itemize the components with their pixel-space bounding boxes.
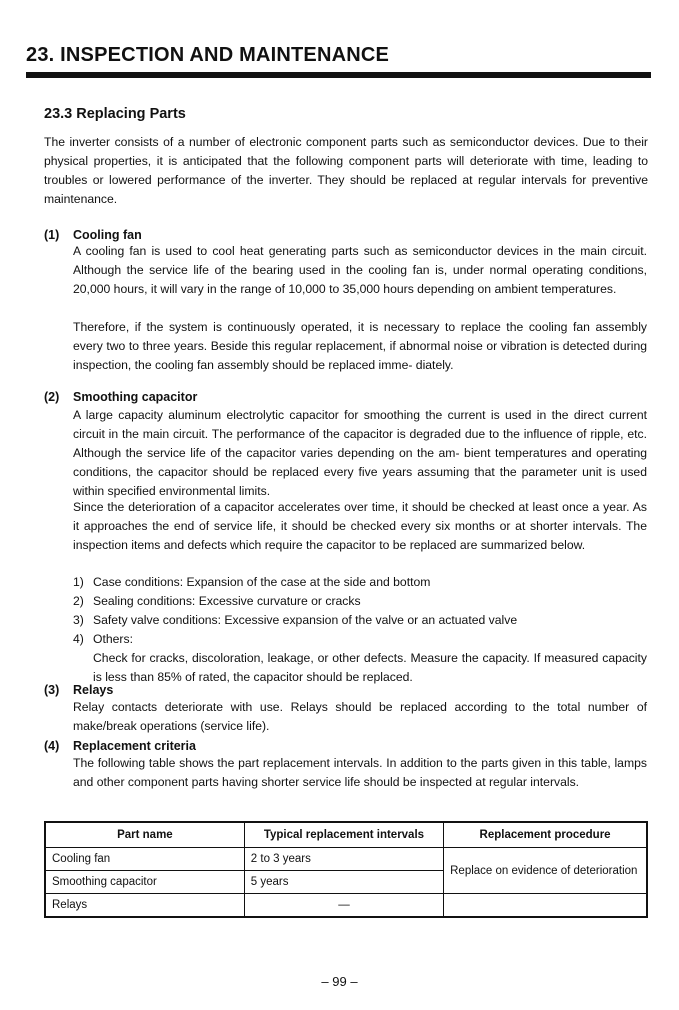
table-header-row xyxy=(45,822,647,848)
chapter-title: 23. INSPECTION AND MAINTENANCE xyxy=(26,44,390,66)
list-item: 1) Case conditions: Expansion of the case at the side and bottom xyxy=(73,575,431,589)
item-number: (2) xyxy=(44,390,60,404)
replacement-table xyxy=(44,821,648,918)
cooling-fan-paragraph-1: A cooling fan is used to cool heat generating parts such as semiconductor devices in the main circuit. Although the service life of the bearing used in the cooling fan is, under normal operating conditions, 20,000 hours, it will vary in the range of 10,000 to 35,000 hours depending on ambient temperatures. xyxy=(73,244,647,296)
item-heading: Replacement criteria xyxy=(73,739,196,753)
cell-interval: 5 years xyxy=(244,871,443,894)
table-row xyxy=(45,848,647,871)
item-heading: Smoothing capacitor xyxy=(73,390,198,404)
list-item: 4) Others: Check for cracks, discoloration, leakage, or other defects. Measure the capacity. If measured capacity is less than 85% of rated, the capacitor should be replaced. xyxy=(73,630,647,687)
item-relays-heading xyxy=(44,683,113,697)
item-number: (3) xyxy=(44,683,60,697)
cell-part: Cooling fan xyxy=(45,848,244,871)
item-number: (4) xyxy=(44,739,60,753)
list-item: 2) Sealing conditions: Excessive curvature or cracks xyxy=(73,594,361,608)
cell-part: Relays xyxy=(45,894,244,918)
header-intervals: Typical replacement intervals xyxy=(244,822,443,848)
header-procedure: Replacement procedure xyxy=(444,822,647,848)
item-number: (1) xyxy=(44,228,60,242)
item-heading: Relays xyxy=(73,683,114,697)
intro-paragraph: The inverter consists of a number of electronic component parts such as semiconductor devices. Due to their physical properties, it is anticipated that the following component parts will deteriorate with time, leading to troubles or lowered performance of the inverter. They should be replaced at regular intervals for preventive maintenance. xyxy=(44,135,648,206)
cell-empty xyxy=(444,894,647,918)
list-item: 3) Safety valve conditions: Excessive expansion of the valve or an actuated valve xyxy=(73,613,518,627)
cell-part: Smoothing capacitor xyxy=(45,871,244,894)
table-row xyxy=(45,894,647,918)
capacitor-paragraph-2: Since the deterioration of a capacitor accelerates over time, it should be checked at least once a year. As it approaches the end of service life, it should be checked every six months or at shorter intervals. The inspection items and defects which require the capacitor to be replaced are summarized below. xyxy=(73,500,647,552)
chapter-rule xyxy=(26,72,651,78)
item-heading: Cooling fan xyxy=(73,228,142,242)
item-smoothing-capacitor-heading xyxy=(44,390,197,404)
item-replacement-criteria-heading xyxy=(44,739,196,753)
criteria-paragraph: The following table shows the part replacement intervals. In addition to the parts given in this table, lamps and other component parts having shorter service life should be inspected at regular intervals. xyxy=(73,756,647,789)
cell-procedure: Replace on evidence of deterioration xyxy=(444,848,647,894)
relays-paragraph: Relay contacts deteriorate with use. Relays should be replaced according to the total number of make/break operations (service life). xyxy=(73,700,647,733)
section-title: 23.3 Replacing Parts xyxy=(44,106,186,122)
cooling-fan-paragraph-2: Therefore, if the system is continuously operated, it is necessary to replace the cooling fan assembly every two to three years. Beside this regular replacement, if abnormal noise or vibration is detected during inspection, the cooling fan assembly should be replaced imme- diately. xyxy=(73,320,647,372)
capacitor-paragraph-1: A large capacity aluminum electrolytic capacitor for smoothing the current is used in the direct current circuit in the main circuit. The performance of the capacitor is degraded due to the influence of ripple, etc. Although the service life of the capacitor varies depending on the am- bient temperatures and operating conditions, the capacitor should be replaced every five years assuming that the parameter unit is used within specified environmental limits. xyxy=(73,408,647,498)
cell-interval: 2 to 3 years xyxy=(244,848,443,871)
capacitor-check-list xyxy=(73,573,647,687)
cell-interval: — xyxy=(244,894,443,918)
header-part-name: Part name xyxy=(45,822,244,848)
page-number: – 99 – xyxy=(321,974,358,989)
others-detail: Check for cracks, discoloration, leakage, or other defects. Measure the capacity. If measured capacity is less than 85% of rated, the capacitor should be replaced. xyxy=(93,651,647,684)
item-cooling-fan-heading xyxy=(44,228,142,242)
